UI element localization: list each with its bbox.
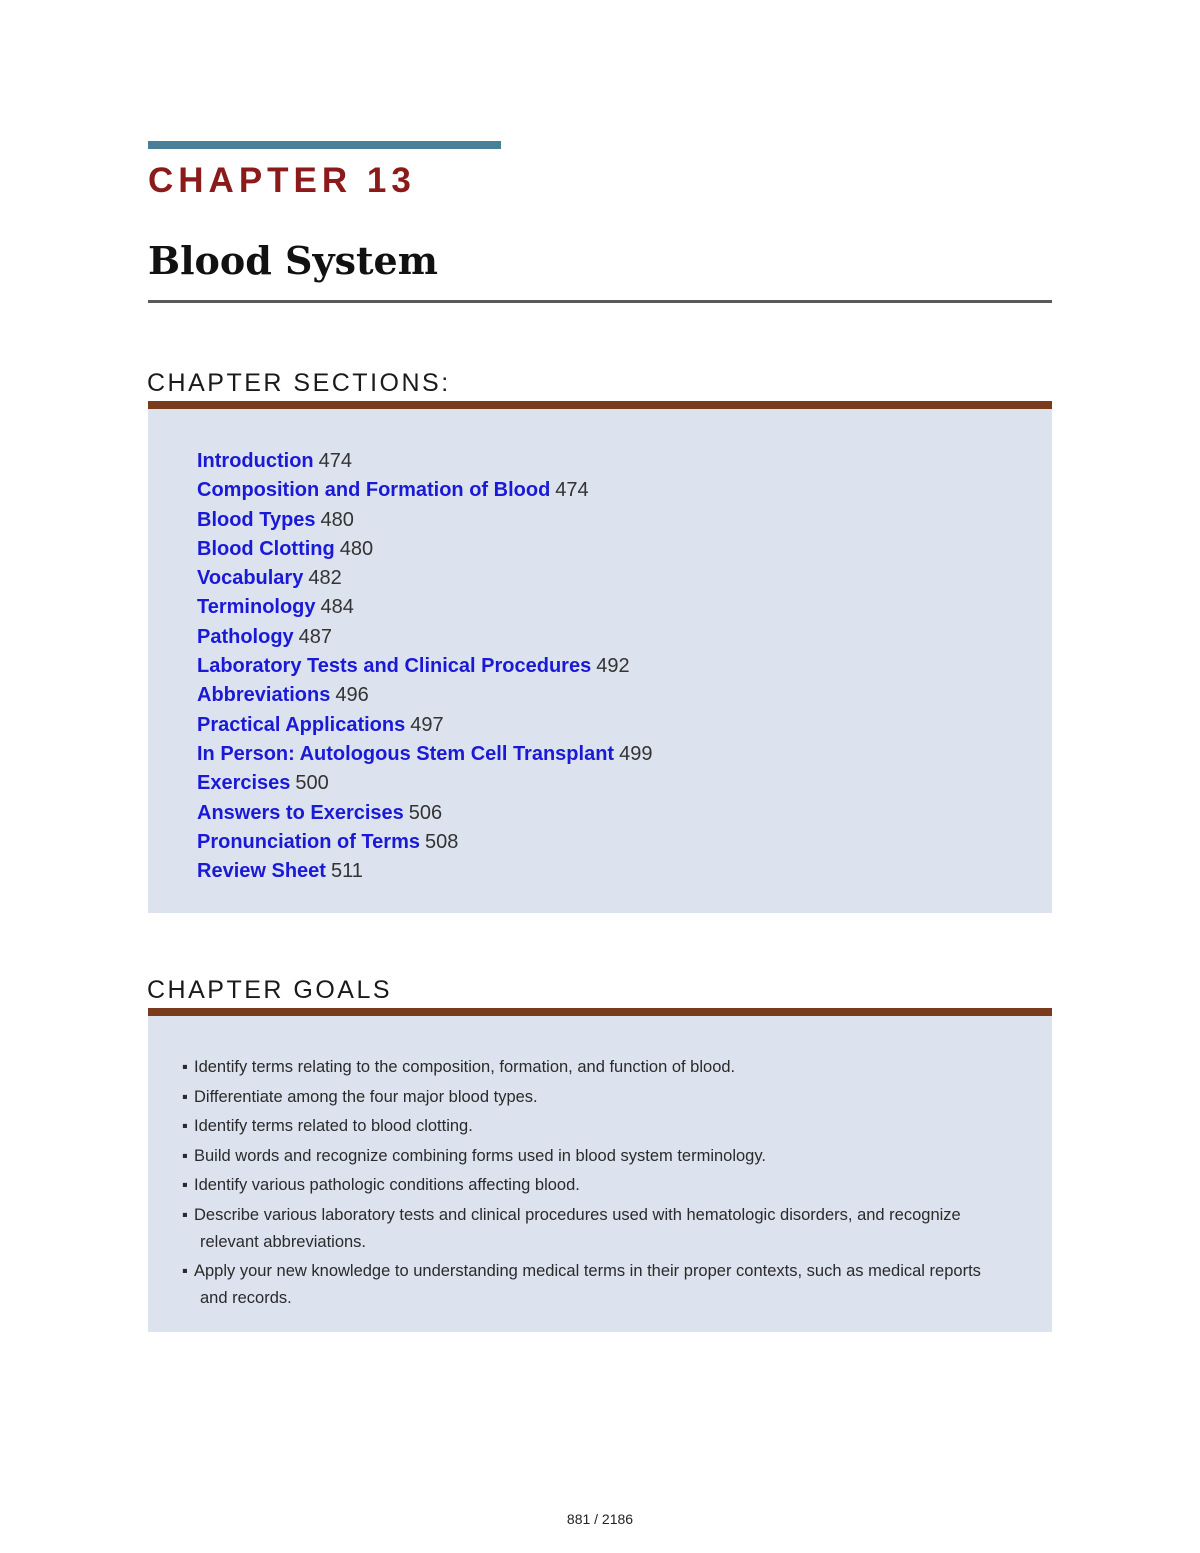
toc-link-pronunciation-of-terms[interactable]: Pronunciation of Terms [197,830,420,853]
toc-item [197,564,652,593]
toc-item [197,740,652,769]
toc-page-number: 496 [335,684,369,707]
toc-link-terminology[interactable]: Terminology [197,596,316,619]
goal-item [182,1172,1012,1199]
toc-link-practical-applications[interactable]: Practical Applications [197,713,406,736]
toc-item [197,769,652,798]
toc-page-number: 506 [408,801,443,824]
toc-item [197,535,652,564]
toc-item [197,681,652,710]
toc-page-number: 508 [424,830,459,853]
goal-text: Identify various pathologic conditions affecting blood. [194,1176,580,1194]
toc-page-number: 474 [318,450,353,472]
toc-page-number: 487 [298,625,333,648]
goal-text: Identify terms relating to the composition, formation, and function of blood. [194,1058,736,1076]
toc-link-laboratory-tests-and-clinical-procedures[interactable]: Laboratory Tests and Clinical Procedures [197,655,592,678]
toc-link-vocabulary[interactable]: Vocabulary [197,567,304,590]
toc-item [197,857,652,886]
toc-link-review-sheet[interactable]: Review Sheet [197,860,326,883]
goal-item [182,1084,1012,1111]
toc-link-introduction[interactable]: Introduction [197,450,314,472]
toc-link-pathology[interactable]: Pathology [197,625,294,648]
bullet-icon: ▪ [182,1058,188,1076]
toc-link-abbreviations[interactable]: Abbreviations [197,684,331,707]
chapter-goals-heading: CHAPTER GOALS [147,976,393,1004]
chapter-number: CHAPTER 13 [148,161,416,200]
toc-page-number: 499 [619,742,653,765]
goal-item [182,1202,1012,1256]
page-indicator: 881 / 2186 [566,1511,634,1527]
goal-item [182,1143,1012,1170]
toc-item [197,623,652,652]
toc-page-number: 484 [320,596,354,619]
toc-page-number: 497 [410,713,444,736]
toc-link-composition-and-formation-of-blood[interactable]: Composition and Formation of Blood [197,479,551,502]
chapter-sections-box [148,401,1052,913]
toc-item [197,506,652,535]
goal-text: Differentiate among the four major blood types. [194,1087,538,1106]
bullet-icon: ▪ [182,1176,188,1194]
goal-text: Identify terms related to blood clotting. [194,1117,473,1135]
goal-item [182,1113,1012,1140]
goal-text: Apply your new knowledge to understanding medical terms in their proper contexts, such as medical reports and records. [194,1262,981,1307]
chapter-goals-list [182,1054,1012,1315]
bullet-icon: ▪ [182,1205,188,1224]
goal-item [182,1258,1012,1312]
toc-item [197,828,652,857]
toc-item [197,652,652,681]
toc-link-blood-clotting[interactable]: Blood Clotting [197,537,335,560]
toc-item [197,593,652,622]
bullet-icon: ▪ [182,1117,188,1135]
bullet-icon: ▪ [182,1262,188,1280]
chapter-title: Blood System [148,238,438,283]
goal-text: Describe various laboratory tests and clinical procedures used with hematologic disorders, and recognize relevant abbreviations. [194,1205,961,1251]
title-divider [148,300,1052,303]
chapter-top-rule [148,141,501,149]
toc-item [197,799,652,828]
toc-link-answers-to-exercises[interactable]: Answers to Exercises [197,801,404,824]
goal-text: Build words and recognize combining forms used in blood system terminology. [194,1146,766,1165]
bullet-icon: ▪ [182,1146,188,1165]
toc-page-number: 500 [295,772,329,795]
goal-item [182,1054,1012,1081]
toc-page-number: 474 [555,479,589,502]
toc-link-exercises[interactable]: Exercises [197,772,291,795]
bullet-icon: ▪ [182,1087,188,1106]
chapter-goals-box [148,1008,1052,1332]
toc-page-number: 511 [330,860,363,883]
toc-page-number: 480 [339,537,374,560]
toc-page-number: 482 [308,567,342,590]
chapter-sections-list [197,447,652,886]
toc-item [197,447,652,476]
chapter-sections-heading: CHAPTER SECTIONS: [147,369,451,397]
toc-item [197,711,652,740]
toc-item [197,476,652,505]
toc-page-number: 492 [596,655,630,678]
toc-link-blood-types[interactable]: Blood Types [197,508,316,531]
toc-link-in-person[interactable]: In Person: Autologous Stem Cell Transplant [197,742,615,765]
toc-page-number: 480 [320,508,354,531]
